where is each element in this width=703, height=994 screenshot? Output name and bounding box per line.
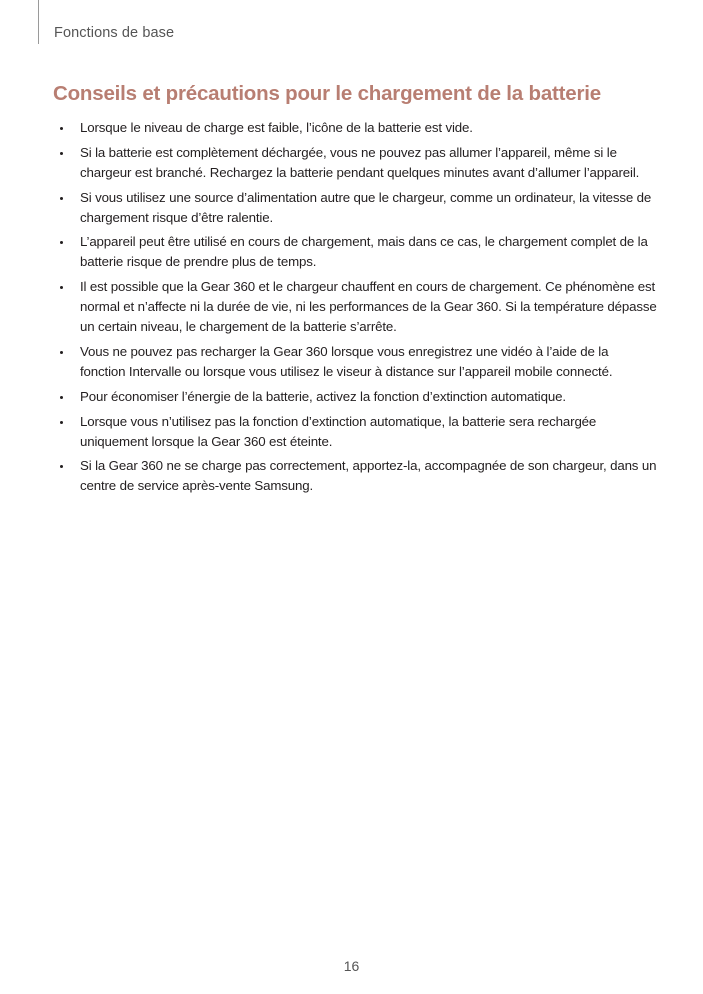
header-divider xyxy=(38,0,39,44)
bullet-text: Vous ne pouvez pas recharger la Gear 360 lorsque vous enregistrez une vidéo à l’aide de la fonction Intervalle ou lorsque vous utilisez le viseur à distance sur l’appareil mobile connecté. xyxy=(80,343,613,379)
bullet-text: Il est possible que la Gear 360 et le chargeur chauffent en cours de chargement. Ce phénomène est normal et n’affecte ni la durée de vie, ni les performances de la Gear 360. Si la température dépasse un certain niveau, le chargement de la batterie s’arrête. xyxy=(80,279,657,335)
bullet-dot-icon xyxy=(60,421,63,424)
chapter-title: Fonctions de base xyxy=(54,25,175,41)
bullet-text: Lorsque vous n’utilisez pas la fonction d’extinction automatique, la batterie sera rechargée uniquement lorsque la Gear 360 est éteinte. xyxy=(80,413,597,449)
bullet-dot-icon xyxy=(60,465,63,468)
bullet-dot-icon xyxy=(60,396,63,399)
bullet-dot-icon xyxy=(60,241,63,244)
bullet-item-heat xyxy=(57,277,657,337)
bullet-text: L’appareil peut être utilisé en cours de chargement, mais dans ce cas, le chargement complet de la batterie risque de prendre plus de temps. xyxy=(80,234,648,270)
bullet-dot-icon xyxy=(60,152,63,155)
bullet-text: Lorsque le niveau de charge est faible, l’icône de la batterie est vide. xyxy=(80,120,473,135)
bullet-item-auto-off xyxy=(57,412,657,452)
bullet-item-use-while-charging xyxy=(57,232,657,272)
bullet-list xyxy=(57,118,657,501)
bullet-item-fully-discharged xyxy=(57,143,657,183)
bullet-dot-icon xyxy=(60,127,63,130)
bullet-text: Si la Gear 360 ne se charge pas correctement, apportez-la, accompagnée de son chargeur, dans un centre de service après-vente Samsung. xyxy=(80,458,657,494)
page-number: 16 xyxy=(343,958,360,974)
bullet-item-service-center xyxy=(57,456,657,496)
bullet-item-other-power-source xyxy=(57,188,657,228)
bullet-item-low-charge xyxy=(57,118,657,138)
bullet-text: Si la batterie est complètement déchargée, vous ne pouvez pas allumer l’appareil, même si le chargeur est branché. Rechargez la batterie pendant quelques minutes avant d’allumer l’appareil. xyxy=(80,144,640,180)
bullet-item-save-energy xyxy=(57,387,657,407)
section-title: Conseils et précautions pour le chargement de la batterie xyxy=(53,82,601,105)
bullet-dot-icon xyxy=(60,286,63,289)
bullet-dot-icon xyxy=(60,197,63,200)
bullet-text: Pour économiser l’énergie de la batterie, activez la fonction d’extinction automatique. xyxy=(80,388,566,404)
bullet-text: Si vous utilisez une source d’alimentation autre que le chargeur, comme un ordinateur, la vitesse de chargement risque d’être ralentie. xyxy=(80,189,652,225)
bullet-item-interval-recording xyxy=(57,342,657,382)
bullet-dot-icon xyxy=(60,351,63,354)
